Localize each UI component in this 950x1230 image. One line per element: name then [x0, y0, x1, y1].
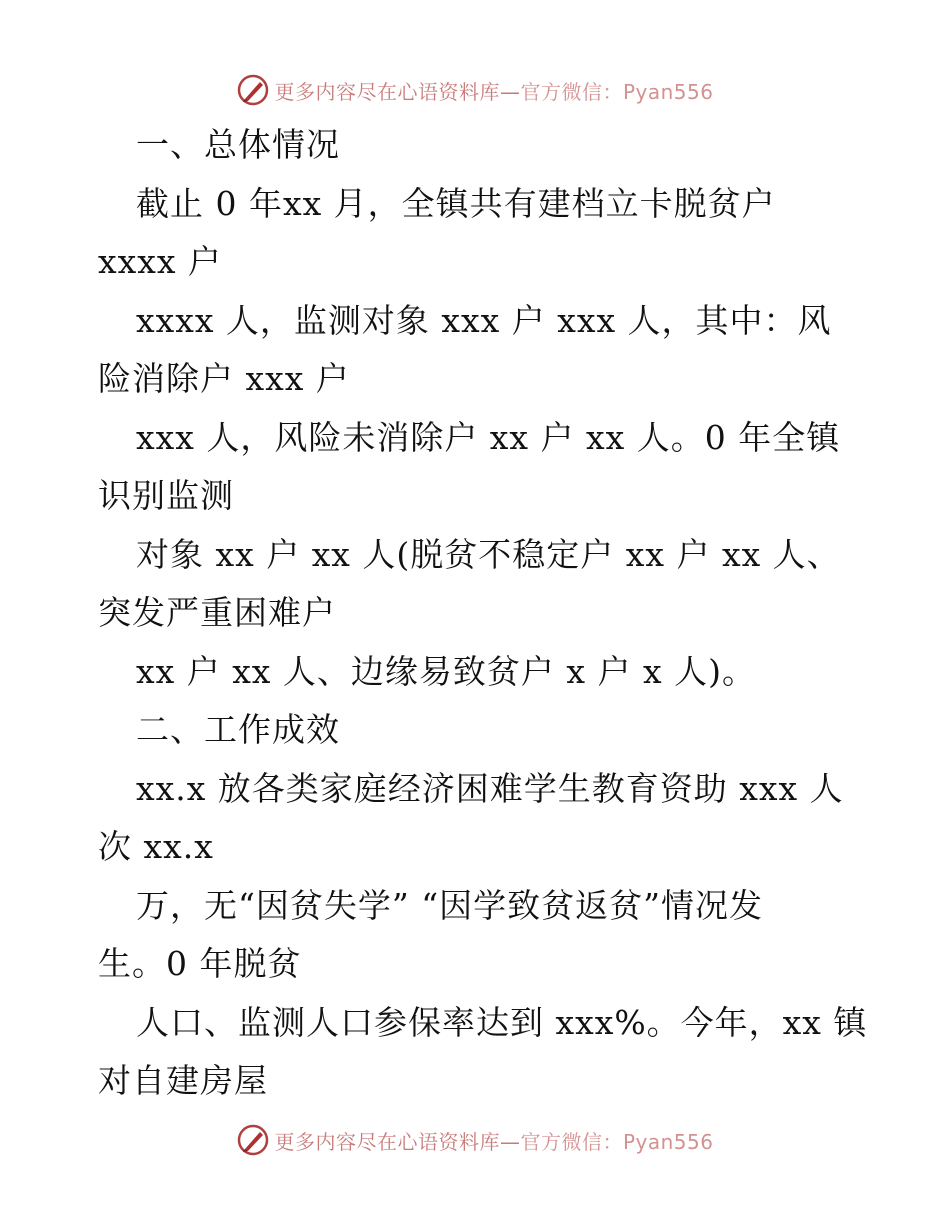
text-line: 一、总体情况: [136, 125, 340, 164]
text-line: 万，无“因贫失学” “因学致贫返贫”情况发: [136, 885, 763, 925]
text-line: 对象 xx 户 xx 人(脱贫不稳定户 xx 户 xx 人、: [136, 534, 841, 574]
text-line: 二、工作成效: [136, 710, 340, 749]
banner-title: 更多内容尽在心语资料库—官方微信：Pyan556: [274, 1129, 714, 1154]
text-line: 险消除户 xxx 户: [98, 359, 350, 398]
text-line: 次 xx.x: [98, 827, 214, 866]
pen-logo-icon: [236, 73, 270, 107]
text-line: xxxx 户: [98, 242, 222, 281]
text-line: 生。0 年脱贫: [98, 944, 302, 983]
text-line: xxx 人，风险未消除户 xx 户 xx 人。0 年全镇: [136, 417, 841, 457]
text-line: 识别监测: [98, 476, 234, 515]
text-line: 截止 0 年xx 月，全镇共有建档立卡脱贫户: [136, 183, 776, 223]
text-line: xx.x 放各类家庭经济困难学生教育资助 xxx 人: [136, 768, 844, 808]
document-body: [98, 116, 878, 1111]
text-line: 人口、监测人口参保率达到 xxx%。今年，xx 镇: [136, 1002, 868, 1042]
text-line: 突发严重困难户: [98, 593, 336, 632]
banner-title: 更多内容尽在心语资料库—官方微信：Pyan556: [274, 79, 714, 104]
text-line: xx 户 xx 人、边缘易致贫户 x 户 x 人)。: [136, 651, 756, 691]
header-banner: [0, 70, 950, 110]
pen-logo-icon: [236, 1123, 270, 1157]
text-line: xxxx 人，监测对象 xxx 户 xxx 人，其中：风: [136, 300, 832, 340]
text-line: 对自建房屋: [98, 1061, 268, 1100]
footer-banner: [0, 1120, 950, 1160]
